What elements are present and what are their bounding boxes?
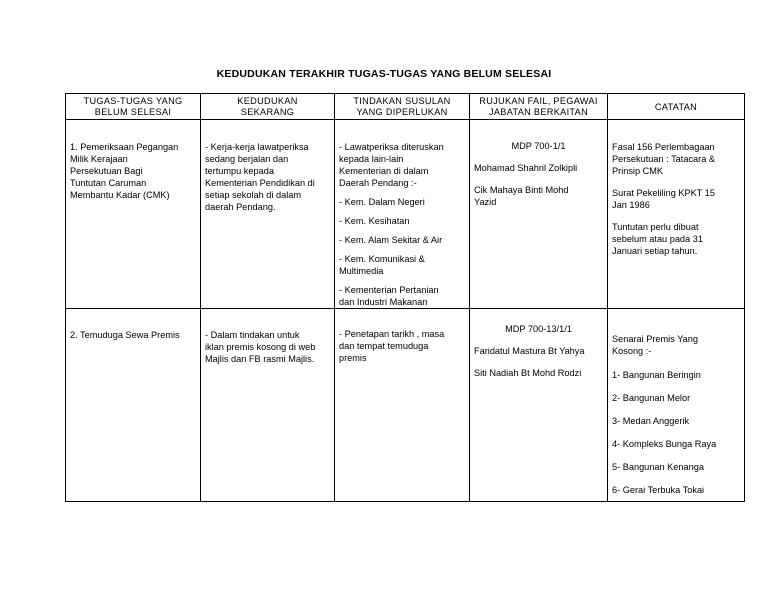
text-line: 5- Bangunan Kenanga bbox=[612, 462, 704, 472]
text-line: Cik Mahaya Binti Mohd bbox=[474, 185, 569, 195]
premise-item bbox=[612, 392, 740, 404]
header-line: TUGAS-TUGAS YANG bbox=[83, 96, 183, 106]
task-cell bbox=[66, 120, 201, 309]
text-line: Milik Kerajaan bbox=[70, 154, 128, 164]
text-line: 2. Temuduga Sewa Premis bbox=[70, 330, 180, 340]
status-cell bbox=[201, 309, 335, 502]
text-line: Fasal 156 Perlembagaan bbox=[612, 142, 715, 152]
header-tasks bbox=[66, 94, 201, 120]
text-line: Faridatul Mastura Bt Yahya bbox=[474, 346, 585, 356]
file-ref-cell bbox=[470, 309, 608, 502]
file-reference: MDP 700-13/1/1 bbox=[505, 324, 572, 334]
header-line: YANG DIPERLUKAN bbox=[356, 107, 448, 117]
officer-name bbox=[474, 184, 603, 208]
text-line: 6- Gerai Terbuka Tokai bbox=[612, 485, 705, 495]
officer-name bbox=[474, 162, 603, 174]
text-line: Senarai Premis Yang bbox=[612, 334, 698, 344]
action-item bbox=[339, 196, 465, 208]
text-line: Surat Pekeliling KPKT 15 bbox=[612, 188, 715, 198]
text-line: Kosong :- bbox=[612, 346, 652, 356]
text-line: Tuntutan perlu dibuat bbox=[612, 222, 699, 232]
header-status bbox=[201, 94, 335, 120]
text-line: Majlis dan FB rasmi Majlis. bbox=[205, 354, 315, 364]
action-item bbox=[339, 234, 465, 246]
notes-cell bbox=[608, 309, 745, 502]
text-line: 1. Pemeriksaan Pegangan bbox=[70, 142, 179, 152]
text-line: kepada lain-lain bbox=[339, 154, 404, 164]
table-header-row bbox=[66, 94, 745, 120]
premise-item bbox=[612, 461, 740, 473]
actions-cell bbox=[335, 309, 470, 502]
task-status-table bbox=[65, 93, 745, 502]
note-item bbox=[612, 187, 740, 211]
header-line: TINDAKAN SUSULAN bbox=[353, 96, 451, 106]
text-line: Kementerian di dalam bbox=[339, 166, 429, 176]
text-line: Siti Nadiah Bt Mohd Rodzi bbox=[474, 368, 582, 378]
text-line: - Dalam tindakan untuk bbox=[205, 330, 300, 340]
text-line: premis bbox=[339, 353, 367, 363]
text-line: - Kem. Dalam Negeri bbox=[339, 197, 425, 207]
action-item bbox=[339, 253, 465, 277]
premise-item bbox=[612, 438, 740, 450]
text-line: daerah Pendang. bbox=[205, 202, 276, 212]
note-item bbox=[612, 141, 740, 177]
text-line: tertumpu kepada bbox=[205, 166, 274, 176]
header-actions bbox=[335, 94, 470, 120]
action-item bbox=[339, 284, 465, 308]
table-row bbox=[66, 120, 745, 309]
file-ref-cell bbox=[470, 120, 608, 309]
actions-cell bbox=[335, 120, 470, 309]
text-line: - Kem. Komunikasi & bbox=[339, 254, 425, 264]
premise-item bbox=[612, 415, 740, 427]
notes-cell bbox=[608, 120, 745, 309]
action-item bbox=[339, 141, 465, 189]
text-line: Membantu Kadar (CMK) bbox=[70, 190, 170, 200]
text-line: 1- Bangunan Beringin bbox=[612, 370, 701, 380]
text-line: Persekutuan : Tatacara & bbox=[612, 154, 715, 164]
action-item bbox=[339, 328, 465, 364]
text-line: setiap sekolah di dalam bbox=[205, 190, 302, 200]
text-line: Prinsip CMK bbox=[612, 166, 664, 176]
text-line: dan tempat temuduga bbox=[339, 341, 429, 351]
officer-name bbox=[474, 367, 603, 379]
text-line: 3- Medan Anggerik bbox=[612, 416, 690, 426]
text-line: dan Industri Makanan bbox=[339, 297, 428, 307]
header-line: SEKARANG bbox=[240, 107, 295, 117]
text-line: Januari setiap tahun. bbox=[612, 246, 698, 256]
text-line: sebelum atau pada 31 bbox=[612, 234, 703, 244]
header-line: KEDUDUKAN bbox=[237, 96, 298, 106]
header-line: CATATAN bbox=[654, 101, 698, 112]
text-line: Jan 1986 bbox=[612, 200, 650, 210]
premise-item bbox=[612, 484, 740, 496]
status-cell bbox=[201, 120, 335, 309]
note-item bbox=[612, 221, 740, 257]
header-file-ref bbox=[470, 94, 608, 120]
text-line: - Kem. Alam Sekitar & Air bbox=[339, 235, 443, 245]
text-line: - Kerja-kerja lawatperiksa bbox=[205, 142, 309, 152]
text-line: Daerah Pendang :- bbox=[339, 178, 417, 188]
text-line: Multimedia bbox=[339, 266, 384, 276]
text-line: Tuntutan Caruman bbox=[70, 178, 147, 188]
header-line: JABATAN BERKAITAN bbox=[488, 107, 589, 117]
text-line: sedang berjalan dan bbox=[205, 154, 289, 164]
text-line: Persekutuan Bagi bbox=[70, 166, 143, 176]
text-line: 2- Bangunan Melor bbox=[612, 393, 691, 403]
header-line: RUJUKAN FAIL, PEGAWAI bbox=[479, 96, 598, 106]
text-line: Mohamad Shahril Zolkipli bbox=[474, 163, 578, 173]
text-line: - Lawatperiksa diteruskan bbox=[339, 142, 444, 152]
header-notes bbox=[608, 94, 745, 120]
text-line: - Penetapan tarikh , masa bbox=[339, 329, 445, 339]
text-line: - Kementerian Pertanian bbox=[339, 285, 439, 295]
table-row bbox=[66, 309, 745, 502]
note-intro bbox=[612, 333, 740, 357]
header-line: BELUM SELESAI bbox=[94, 107, 172, 117]
text-line: - Kem. Kesihatan bbox=[339, 216, 410, 226]
action-item bbox=[339, 215, 465, 227]
officer-name bbox=[474, 345, 603, 357]
task-cell bbox=[66, 309, 201, 502]
file-reference: MDP 700-1/1 bbox=[511, 141, 566, 151]
text-line: 4- Kompleks Bunga Raya bbox=[612, 439, 717, 449]
document-title: KEDUDUKAN TERAKHIR TUGAS-TUGAS YANG BELUM SELESAI bbox=[216, 68, 552, 80]
text-line: Yazid bbox=[474, 197, 497, 207]
premise-item bbox=[612, 369, 740, 381]
text-line: Kementerian Pendidikan di bbox=[205, 178, 315, 188]
text-line: iklan premis kosong di web bbox=[205, 342, 316, 352]
